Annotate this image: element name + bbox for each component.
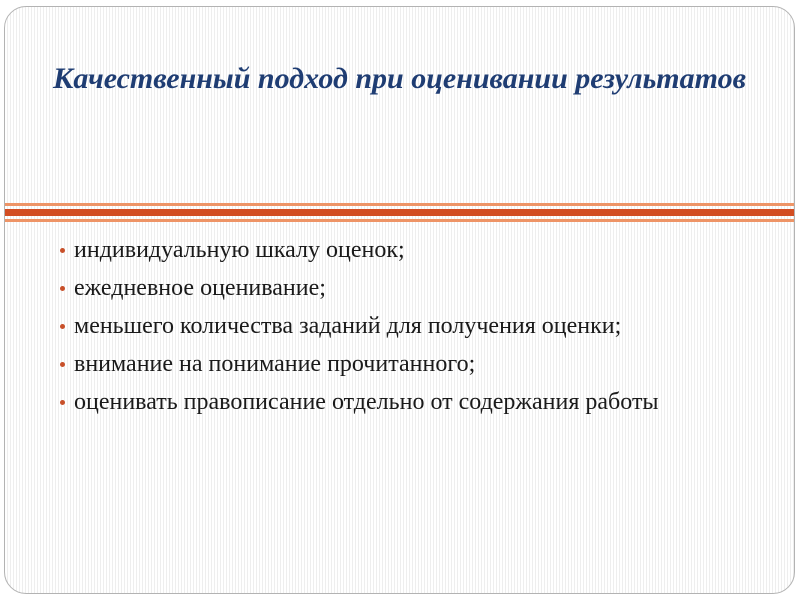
divider-thick bbox=[5, 209, 794, 216]
bullet-dot-icon bbox=[60, 362, 65, 367]
bullet-item bbox=[60, 235, 760, 266]
bullet-item bbox=[60, 387, 760, 418]
bullet-item bbox=[60, 349, 760, 380]
bullet-text: ежедневное оценивание; bbox=[74, 275, 326, 301]
bullet-text: индивидуальную шкалу оценок; bbox=[74, 237, 405, 263]
bullet-dot-icon bbox=[60, 400, 65, 405]
slide-title: Качественный подход при оценивании результатов bbox=[53, 62, 746, 95]
divider-thin-top bbox=[5, 203, 794, 206]
bullet-list bbox=[60, 235, 760, 425]
bullet-dot-icon bbox=[60, 286, 65, 291]
bullet-dot-icon bbox=[60, 324, 65, 329]
bullet-text: меньшего количества заданий для получения оценки; bbox=[74, 313, 622, 339]
bullet-item bbox=[60, 311, 760, 342]
bullet-text: внимание на понимание прочитанного; bbox=[74, 351, 476, 377]
bullet-dot-icon bbox=[60, 248, 65, 253]
bullet-text: оценивать правописание отдельно от содержания работы bbox=[74, 389, 659, 415]
divider-thin-bottom bbox=[5, 219, 794, 222]
slide bbox=[4, 6, 795, 594]
bullet-item bbox=[60, 273, 760, 304]
